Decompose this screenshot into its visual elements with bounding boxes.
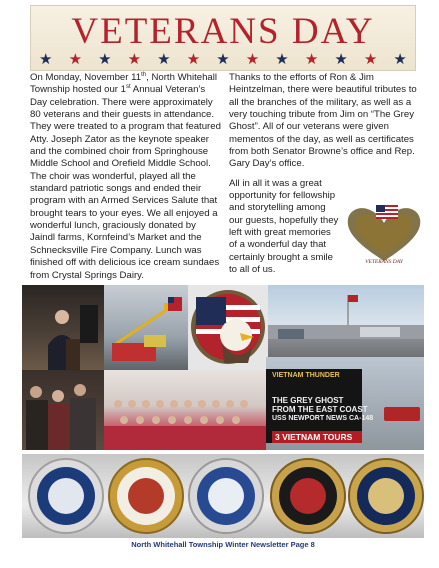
banner-title: VETERANS DAY: [71, 11, 375, 52]
navy-seal-icon: [348, 458, 424, 534]
coast-guard-seal-icon: [188, 458, 264, 534]
sign-line: THE GREY GHOST: [272, 396, 344, 405]
star-icon: ★: [157, 50, 171, 68]
article-left-column: [30, 72, 223, 282]
star-icon: ★: [363, 50, 378, 68]
military-seals-photo: [22, 454, 424, 538]
text-span: Annual Veteran’s Day celebration. There were approximately 80 veterans and their guests in attendance. They were treated to a program that featured Atty. Joseph Zator as the keynote speaker and the combined choir from Springhouse Middle School and Orefield Middle School. The choir was wonderful, played all the standard patriotic songs and ended their program with an Armed Services Salute that brought tears to your eyes. We all enjoyed a wonderful lunch, graciously donated by Jaindl farms, Kornfeind’s Market and the Schnecksville Fire Company. Lunch was finished off with delicious ice cream sundaes from Crystal Springs Dairy.: [30, 84, 221, 281]
photo-fire-truck-ladder: [104, 285, 188, 370]
star-icon: ★: [39, 50, 53, 68]
sign-line: FROM THE EAST COAST: [272, 405, 368, 414]
sign-line: VIETNAM THUNDER: [272, 372, 340, 379]
flag-heart-graphic: [344, 205, 424, 267]
superscript: th: [141, 71, 147, 78]
star-icon: ★: [68, 50, 83, 68]
choir-scene: [104, 370, 266, 450]
photo-vietnam-tribute-sign: [266, 357, 424, 450]
photo-student-choir: [104, 370, 266, 450]
heart-graphic-caption: VETERANS DAY: [365, 259, 403, 266]
marine-corps-seal-icon: [270, 458, 346, 534]
article-right-column: [229, 72, 424, 308]
photo-keynote-speaker: [22, 285, 104, 370]
text-span: On Monday, November 11: [30, 72, 142, 83]
article-paragraph: All in all it was a great opportunity for fellowship and storytelling among our guests, hopefully they left with great memories of a wonderful day that certainly brought a smile to all of us.: [229, 177, 339, 276]
star-icon: ★: [275, 50, 289, 68]
parking-lot-scene: [268, 285, 424, 357]
star-icon: ★: [216, 50, 230, 68]
photo-audience: [22, 370, 104, 450]
star-icon: ★: [334, 50, 348, 68]
red-truck: [384, 407, 420, 421]
eagle-flag-icon: [188, 285, 268, 370]
sign-line: USS NEWPORT NEWS CA-148: [272, 415, 374, 422]
star-icon: ★: [186, 50, 201, 68]
star-icon: ★: [127, 50, 142, 68]
speaker-figure: [22, 285, 104, 370]
photo-eagle-flag-display: [188, 285, 268, 370]
veterans-day-banner: [30, 5, 416, 71]
fire-truck-scene: [104, 285, 188, 370]
star-icon: ★: [393, 50, 407, 68]
text-span: , North Whitehall Township hosted our 1: [30, 72, 218, 96]
air-force-seal-icon: [28, 458, 104, 534]
sign-line: 3 VIETNAM TOURS: [275, 432, 353, 442]
article-paragraph: [30, 72, 223, 282]
superscript: st: [126, 84, 131, 91]
article-paragraph: Thanks to the efforts of Ron & Jim Heintzelman, there were beautiful tributes to all the branches of the military, as well as a very touching tribute from Jim on “The Grey Ghost”. All of our veterans were given mementos of the day, as well as certificates from both Senator Browne’s office and Rep. Gary Day’s office.: [229, 72, 417, 170]
page-footer: North Whitehall Township Winter Newsletter Page 8: [22, 538, 424, 551]
star-icon: ★: [98, 50, 112, 68]
star-icon: ★: [304, 50, 319, 68]
star-row: [31, 50, 415, 68]
flag-heart-icon: [344, 205, 424, 263]
star-icon: ★: [245, 50, 260, 68]
army-seal-icon: [108, 458, 184, 534]
photo-outdoor-parking-lot: [268, 285, 424, 357]
audience-scene: [22, 370, 104, 450]
